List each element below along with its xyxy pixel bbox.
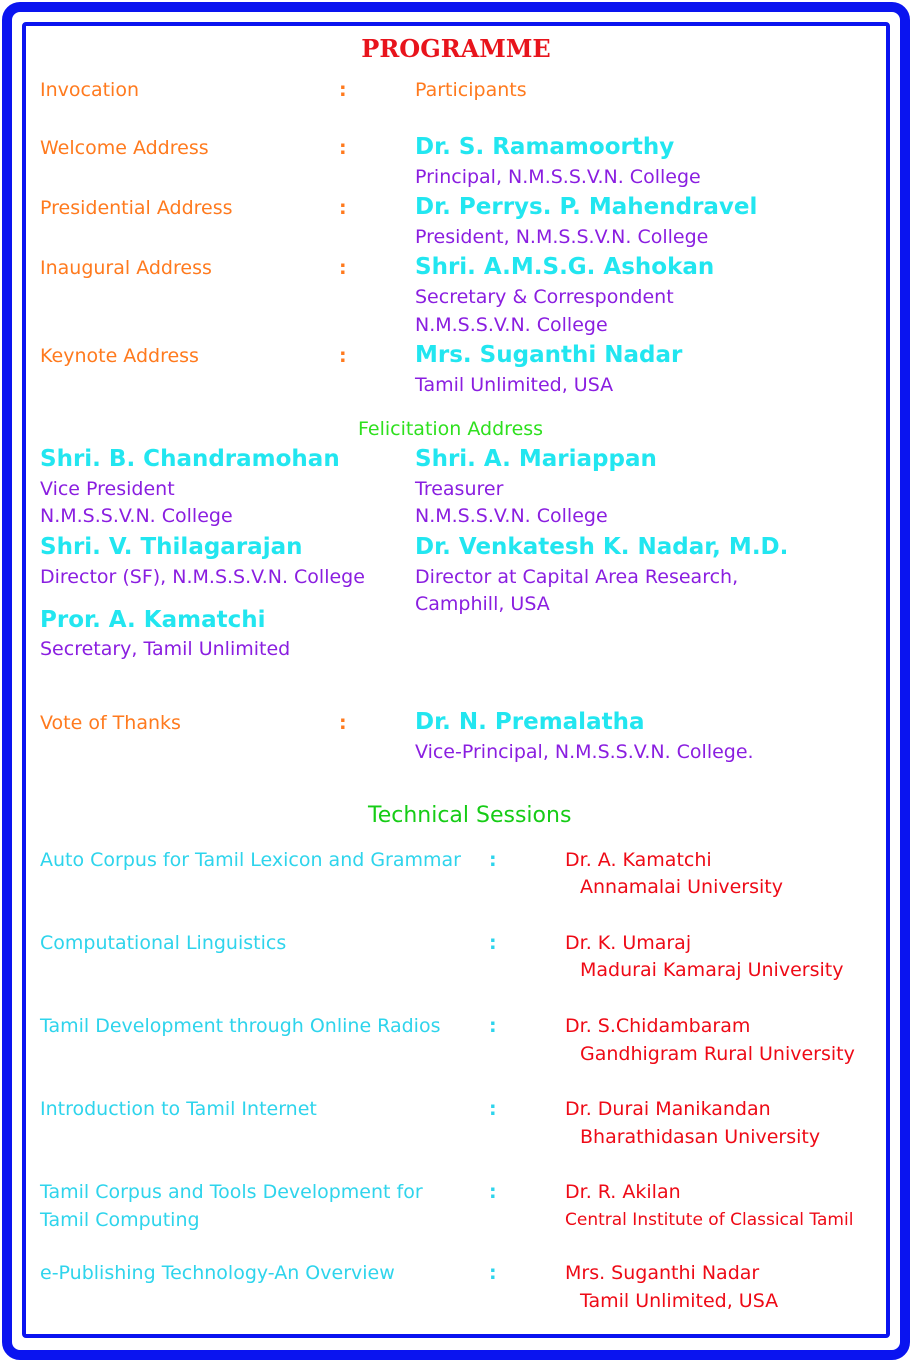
session-colon: : (489, 1181, 497, 1203)
program-name-welcome: Dr. S. Ramamoorthy (415, 134, 675, 160)
session-colon: : (489, 1262, 497, 1284)
vote-label: Vote of Thanks (40, 712, 181, 734)
felicitation-desc: Vice President (40, 478, 175, 500)
program-desc-keynote: Tamil Unlimited, USA (415, 374, 614, 396)
session-speaker: Dr. Durai Manikandan (565, 1098, 771, 1120)
program-name-inaugural: Shri. A.M.S.G. Ashokan (415, 254, 715, 280)
program-colon: : (339, 79, 347, 101)
program-colon: : (339, 712, 347, 734)
session-affiliation: Tamil Unlimited, USA (580, 1290, 779, 1312)
session-speaker: Dr. R. Akilan (565, 1181, 681, 1203)
program-desc-inaugural-1: Secretary & Correspondent (415, 286, 674, 308)
felicitation-desc: Secretary, Tamil Unlimited (40, 638, 291, 660)
vote-name: Dr. N. Premalatha (415, 709, 645, 735)
program-colon: : (339, 257, 347, 279)
felicitation-name: Shri. A. Mariappan (415, 446, 657, 472)
session-colon: : (489, 1098, 497, 1120)
session-topic: Auto Corpus for Tamil Lexicon and Grammar (40, 849, 461, 871)
program-label-welcome: Welcome Address (40, 137, 209, 159)
session-affiliation: Bharathidasan University (580, 1126, 821, 1148)
program-name-presidential: Dr. Perrys. P. Mahendravel (415, 194, 758, 220)
session-affiliation: Central Institute of Classical Tamil (565, 1210, 854, 1230)
session-colon: : (489, 932, 497, 954)
program-label-invocation: Invocation (40, 79, 139, 101)
felicitation-name: Shri. V. Thilagarajan (40, 534, 303, 560)
session-speaker: Mrs. Suganthi Nadar (565, 1262, 760, 1284)
session-colon: : (489, 849, 497, 871)
session-colon: : (489, 1015, 497, 1037)
felicitation-name: Pror. A. Kamatchi (40, 607, 266, 633)
session-topic: e-Publishing Technology-An Overview (40, 1262, 395, 1284)
program-value-invocation: Participants (415, 79, 527, 101)
page-title: PROGRAMME (361, 34, 551, 63)
session-topic: Tamil Development through Online Radios (40, 1015, 441, 1037)
felicitation-desc: Director at Capital Area Research, (415, 566, 739, 588)
program-label-presidential: Presidential Address (40, 197, 233, 219)
felicitation-desc: Camphill, USA (415, 593, 550, 615)
session-affiliation: Annamalai University (580, 876, 783, 898)
session-topic: Introduction to Tamil Internet (40, 1098, 317, 1120)
program-name-keynote: Mrs. Suganthi Nadar (415, 342, 683, 368)
felicitation-name: Dr. Venkatesh K. Nadar, M.D. (415, 534, 789, 560)
felicitation-desc: Treasurer (415, 478, 504, 500)
program-desc-welcome: Principal, N.M.S.S.V.N. College (415, 166, 701, 188)
felicitation-name: Shri. B. Chandramohan (40, 446, 340, 472)
technical-heading: Technical Sessions (368, 803, 572, 828)
vote-desc: Vice-Principal, N.M.S.S.V.N. College. (415, 741, 754, 763)
session-affiliation: Gandhigram Rural University (580, 1043, 855, 1065)
session-speaker: Dr. K. Umaraj (565, 932, 692, 954)
session-affiliation: Madurai Kamaraj University (580, 959, 844, 981)
program-colon: : (339, 345, 347, 367)
program-desc-inaugural-2: N.M.S.S.V.N. College (415, 314, 608, 336)
program-label-keynote: Keynote Address (40, 345, 199, 367)
felicitation-heading: Felicitation Address (358, 418, 544, 440)
felicitation-desc: Director (SF), N.M.S.S.V.N. College (40, 566, 365, 588)
session-topic: Computational Linguistics (40, 932, 287, 954)
program-desc-presidential: President, N.M.S.S.V.N. College (415, 226, 709, 248)
program-colon: : (339, 137, 347, 159)
session-topic: Tamil Corpus and Tools Development for (40, 1181, 423, 1203)
session-speaker: Dr. A. Kamatchi (565, 849, 712, 871)
program-label-inaugural: Inaugural Address (40, 257, 212, 279)
session-topic: Tamil Computing (40, 1209, 200, 1231)
program-colon: : (339, 197, 347, 219)
felicitation-desc: N.M.S.S.V.N. College (415, 505, 608, 527)
felicitation-desc: N.M.S.S.V.N. College (40, 505, 233, 527)
session-speaker: Dr. S.Chidambaram (565, 1015, 751, 1037)
